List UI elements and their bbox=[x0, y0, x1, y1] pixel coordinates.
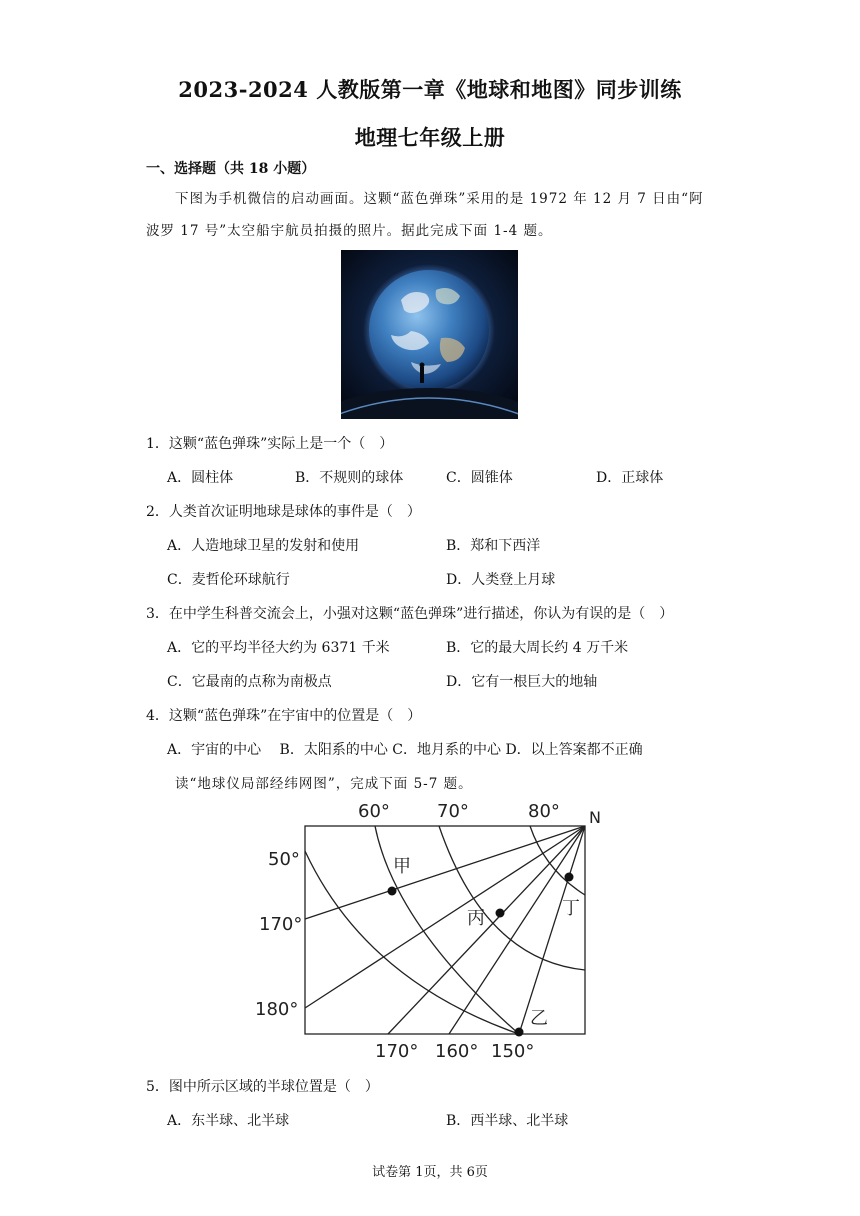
q1-option-d: D．正球体 bbox=[596, 470, 664, 486]
q2-option-b: B．郑和下西洋 bbox=[446, 538, 541, 554]
question-5-stem: 5．图中所示区域的半球位置是（ ） bbox=[146, 1079, 379, 1095]
intro-paragraph-line: 下图为手机微信的启动画面。这颗“蓝色弹珠”采用的是 1972 年 12 月 7 日由“阿 bbox=[175, 191, 704, 207]
point-jia bbox=[388, 887, 397, 896]
point-label-bing: 丙 bbox=[467, 908, 485, 929]
section-heading: 一、选择题（共 18 小题） bbox=[146, 161, 316, 177]
q3-option-d: D．它有一根巨大的地轴 bbox=[446, 674, 598, 690]
tick-label-top: 60° bbox=[358, 801, 390, 822]
point-label-jia: 甲 bbox=[393, 856, 411, 877]
page-footer: 试卷第 1页，共 6页 bbox=[372, 1165, 488, 1180]
tick-label-top: 80° bbox=[528, 801, 560, 822]
point-yi bbox=[515, 1028, 524, 1037]
question-4-stem: 4．这颗“蓝色弹珠”在宇宙中的位置是（ ） bbox=[146, 708, 422, 724]
document-subtitle: 地理七年级上册 bbox=[354, 125, 506, 150]
document-title: 2023-2024 人教版第一章《地球和地图》同步训练 bbox=[178, 77, 682, 102]
figure-frame bbox=[305, 826, 585, 1034]
blue-marble-image bbox=[341, 250, 518, 419]
question-2-stem: 2．人类首次证明地球是球体的事件是（ ） bbox=[146, 504, 421, 520]
point-bing bbox=[496, 909, 505, 918]
q1-option-a: A．圆柱体 bbox=[167, 470, 234, 486]
point-label-yi: 乙 bbox=[530, 1008, 548, 1029]
north-label: N bbox=[589, 808, 601, 827]
tick-label-top: 70° bbox=[437, 801, 469, 822]
q5-option-a: A．东半球、北半球 bbox=[167, 1113, 290, 1129]
graticule-figure bbox=[248, 795, 618, 1065]
q3-option-c: C．它最南的点称为南极点 bbox=[167, 674, 332, 690]
intro-paragraph-line: 读“地球仪局部经纬网图”，完成下面 5-7 题。 bbox=[175, 776, 473, 792]
tick-label-left: 180° bbox=[255, 999, 299, 1020]
point-ding bbox=[565, 873, 574, 882]
tick-label-bottom: 170° bbox=[375, 1041, 419, 1062]
q2-option-c: C．麦哲伦环球航行 bbox=[167, 572, 290, 588]
question-3-stem: 3．在中学生科普交流会上，小强对这颗“蓝色弹珠”进行描述，你认为有误的是（ ） bbox=[146, 606, 674, 622]
q3-option-a: A．它的平均半径大约为 6371 千米 bbox=[167, 640, 390, 656]
tick-label-bottom: 150° bbox=[491, 1041, 535, 1062]
tick-label-left: 170° bbox=[259, 914, 303, 935]
tick-label-left: 50° bbox=[268, 849, 300, 870]
q1-option-c: C．圆锥体 bbox=[446, 470, 513, 486]
q5-option-b: B．西半球、北半球 bbox=[446, 1113, 569, 1129]
tick-label-bottom: 160° bbox=[435, 1041, 479, 1062]
q2-option-a: A．人造地球卫星的发射和使用 bbox=[167, 538, 360, 554]
q3-option-b: B．它的最大周长约 4 万千米 bbox=[446, 640, 629, 656]
q2-option-d: D．人类登上月球 bbox=[446, 572, 556, 588]
q1-option-b: B．不规则的球体 bbox=[295, 470, 404, 486]
point-label-ding: 丁 bbox=[562, 898, 580, 919]
question-1-stem: 1．这颗“蓝色弹珠”实际上是一个（ ） bbox=[146, 436, 394, 452]
intro-paragraph-line: 波罗 17 号”太空船宇航员拍摄的照片。据此完成下面 1-4 题。 bbox=[146, 223, 553, 239]
q4-options: A．宇宙的中心 B．太阳系的中心 C．地月系的中心 D．以上答案都不正确 bbox=[167, 742, 643, 758]
